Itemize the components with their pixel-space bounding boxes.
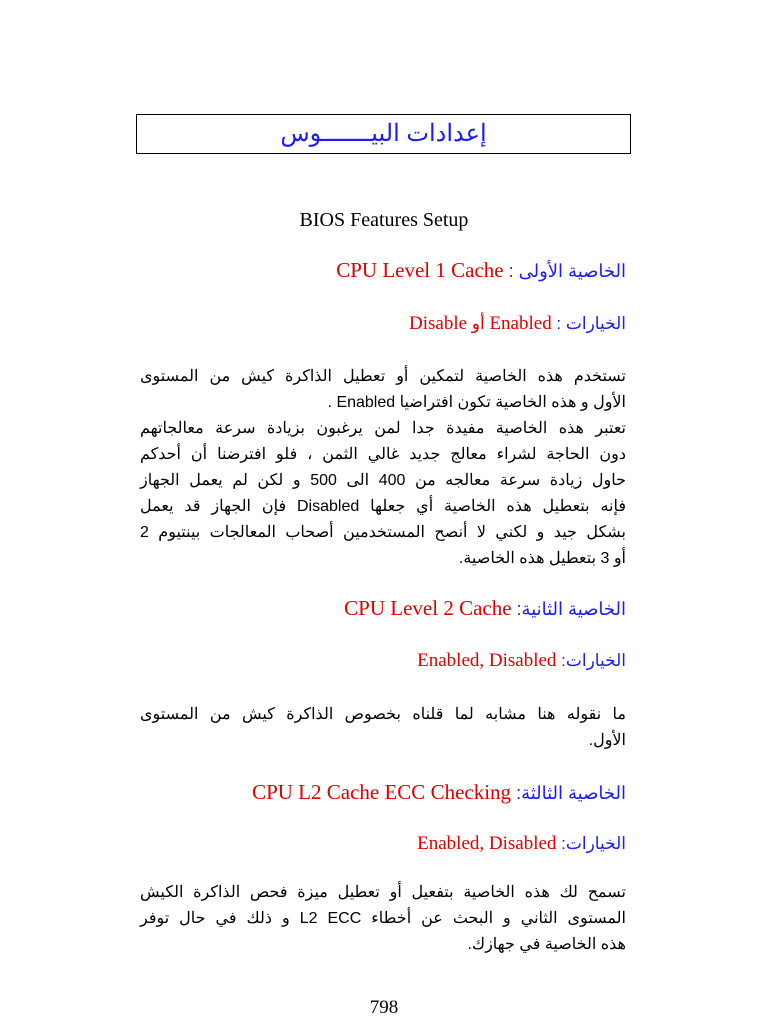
section-1-options-label: الخيارات : bbox=[551, 314, 626, 333]
section-3-heading-label: الخاصية الثالثة: bbox=[511, 783, 626, 803]
paragraph-line: تعتبر هذه الخاصية مفيدة جدا لمن يرغبون بزيادة سرعة معالجاتهم bbox=[140, 420, 626, 437]
paragraph-line: بشكل جيد و لكني لا أنصح المستخدمين أصحاب المعالجات بينتيوم 2 bbox=[140, 524, 627, 541]
section-1-heading-value: CPU Level 1 Cache bbox=[336, 258, 504, 282]
paragraph-line: فإنه بتعطيل هذه الخاصية أي جعلها Disabled فإن الجهاز قد يعمل bbox=[140, 498, 627, 515]
section-1-option-disable: Disable bbox=[409, 313, 468, 334]
paragraph-line: أو 3 بتعطيل هذه الخاصية. bbox=[458, 550, 626, 567]
section-1-heading bbox=[336, 258, 626, 283]
paragraph-line: المستوى الثاني و البحث عن أخطاء L2 ECC و ذلك في حال توفر bbox=[140, 910, 626, 927]
section-3-options-label: الخيارات: bbox=[556, 834, 626, 853]
page-title-box bbox=[136, 114, 631, 154]
section-3-options-value: Enabled, Disabled bbox=[417, 833, 557, 854]
page-number: 798 bbox=[369, 997, 399, 1018]
section-2-options bbox=[417, 650, 626, 672]
paragraph-line: ما نقوله هنا مشابه لما قلناه بخصوص الذاكرة كيش من المستوى bbox=[140, 706, 626, 723]
section-1-paragraph bbox=[140, 364, 626, 572]
section-3-paragraph bbox=[140, 880, 626, 958]
subtitle: BIOS Features Setup bbox=[299, 209, 469, 231]
section-3-heading-value: CPU L2 Cache ECC Checking bbox=[252, 780, 512, 804]
section-2-options-label: الخيارات: bbox=[556, 651, 626, 670]
section-1-option-or: أو bbox=[467, 314, 490, 333]
section-1-options bbox=[409, 313, 626, 335]
paragraph-line: الأول. bbox=[588, 732, 626, 749]
section-3-heading bbox=[252, 780, 626, 805]
paragraph-line: الأول و هذه الخاصية تكون افتراضيا Enabled . bbox=[327, 394, 626, 411]
section-2-heading-value: CPU Level 2 Cache bbox=[344, 596, 512, 620]
paragraph-line: تسمح لك هذه الخاصية بتفعيل أو تعطيل ميزة فحص الذاكرة الكيش bbox=[140, 884, 626, 901]
section-2-options-value: Enabled, Disabled bbox=[417, 650, 557, 671]
section-1-heading-label: الخاصية الأولى : bbox=[503, 261, 626, 281]
section-2-heading bbox=[344, 596, 626, 621]
section-2-heading-label: الخاصية الثانية: bbox=[511, 599, 626, 619]
paragraph-line: دون الحاجة لشراء معالج جديد غالي الثمن ، فلو افترضنا أن أحدكم bbox=[140, 446, 626, 463]
section-3-options bbox=[417, 833, 626, 855]
paragraph-line: تستخدم هذه الخاصية لتمكين أو تعطيل الذاكرة كيش من المستوى bbox=[140, 368, 627, 385]
section-2-paragraph bbox=[140, 702, 626, 754]
paragraph-line: حاول زيادة سرعة معالجه من 400 الى 500 و لكن لم يعمل الجهاز bbox=[140, 472, 627, 489]
page-title: إعدادات البيـــــــوس bbox=[280, 120, 487, 147]
section-1-option-enabled: Enabled bbox=[489, 313, 552, 334]
paragraph-line: هذه الخاصية في جهازك. bbox=[467, 936, 626, 953]
